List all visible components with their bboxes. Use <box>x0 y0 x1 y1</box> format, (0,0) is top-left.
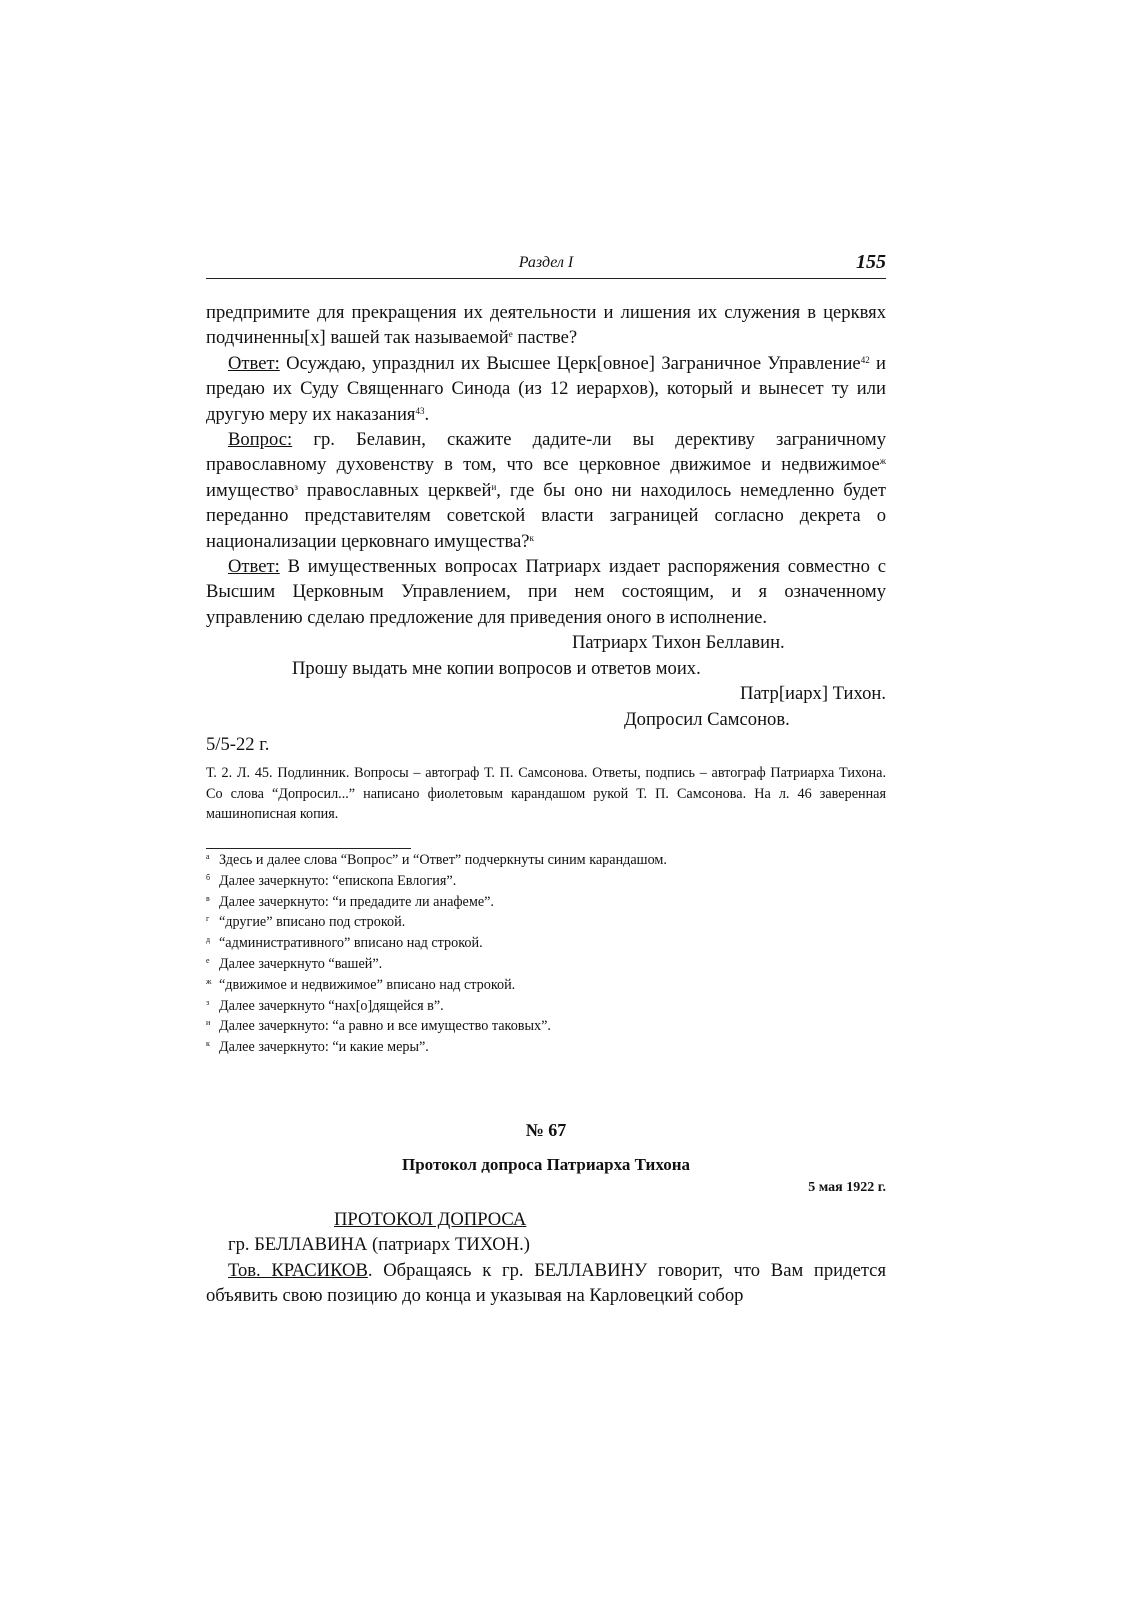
footnote: и Далее зачеркнуто: “а равно и все имущество таковых”. <box>206 1018 551 1035</box>
signature-patriarch: Патриарх Тихон Беллавин. <box>572 632 785 654</box>
speaker-name: Тов. КРАСИКОВ <box>228 1259 368 1281</box>
interrogator-signature: Допросил Самсонов. <box>624 708 790 730</box>
footnote: а Здесь и далее слова “Вопрос” и “Ответ” подчеркнуты синим карандашом. <box>206 852 667 868</box>
footnote: д “административного” вписано над строкой. <box>206 935 483 952</box>
footnotes <box>206 850 886 1058</box>
running-head <box>206 252 886 279</box>
document-number: № 67 <box>525 1120 567 1140</box>
footnote: з Далее зачеркнуто “нах[о]дящейся в”. <box>206 997 444 1014</box>
footnote: г “другие” вписано под строкой. <box>206 914 406 931</box>
document-date-header: 5 мая 1922 г. <box>808 1180 886 1195</box>
archival-source-note: Т. 2. Л. 45. Подлинник. Вопросы – автограф Т. П. Самсонова. Ответы, подпись – автограф Патриарха Тихона. Со слова “Допросил...” написано фиолетовым карандашом рукой Т. П. Самсонова. На л. 46 заверенная машинописная копия. <box>206 765 886 822</box>
document-date: 5/5-22 г. <box>206 733 270 755</box>
footnote: в Далее зачеркнуто: “и предадите ли анафеме”. <box>206 893 494 910</box>
question-label: Вопрос: <box>228 429 293 451</box>
footnote-ref: 42 <box>860 354 870 365</box>
footnote-ref: 43 <box>415 405 425 416</box>
footnote: ж “движимое и недвижимое” вписано над строкой. <box>206 976 516 993</box>
page-number: 155 <box>856 251 886 273</box>
footnote: б Далее зачеркнуто: “епископа Евлогия”. <box>206 872 457 889</box>
copy-request: Прошу выдать мне копии вопросов и ответов моих. <box>292 657 701 679</box>
section-title: Раздел I <box>518 254 574 271</box>
question-paragraph: Вопрос: гр. Белавин, скажите дадите-ли вы дерективу заграничному православному духовенству в том, что все церковное движимое и недвижимое$^ж$ имущество$^з$ православных церквей$^и$, где бы оно ни находилось немедленно будет переданно представителям советской власти заграницей согласно декрета о национализации церковнаго имущества?$^к$ <box>206 429 887 552</box>
footnote: к Далее зачеркнуто: “и какие меры”. <box>206 1039 429 1056</box>
answer-label: Ответ: <box>228 352 280 374</box>
answer-label: Ответ: <box>228 556 280 578</box>
footnote: е Далее зачеркнуто “вашей”. <box>206 955 383 972</box>
answer-paragraph: Ответ: В имущественных вопросах Патриарх издает распоряжения совместно с Высшим Церковным Управлением, при нем состоящим, и я означенному управлению сделаю предложение для приведения оного в исполнение. <box>206 556 886 628</box>
answer-paragraph: Ответ: Осуждаю, упразднил их Высшее Церк[овное] Заграничное Управление$^{42}$ и предаю их Суду Священнаго Синода (из 12 иерархов), который и вынесет ту или другую меру их наказания$^{43}$. <box>206 352 886 425</box>
document-title: Протокол допроса Патриарха Тихона <box>402 1155 690 1174</box>
paragraph-continuation: предпримите для прекращения их деятельности и лишения их служения в церквях подчиненны[х] вашей так называемой$^е$ пастве? <box>206 302 886 349</box>
protocol-speech: Тов. КРАСИКОВ. Обращаясь к гр. БЕЛЛАВИНУ говорит, что Вам придется объявить свою позицию до конца и указывая на Карловецкий собор <box>206 1259 886 1307</box>
protocol-heading: ПРОТОКОЛ ДОПРОСА <box>334 1209 527 1230</box>
signature-short: Патр[иарх] Тихон. <box>739 683 886 705</box>
protocol-text <box>206 1207 886 1309</box>
main-text <box>206 300 886 757</box>
protocol-subject: гр. БЕЛЛАВИНА (патриарх ТИХОН.) <box>228 1234 530 1256</box>
footnote-divider <box>206 848 411 849</box>
